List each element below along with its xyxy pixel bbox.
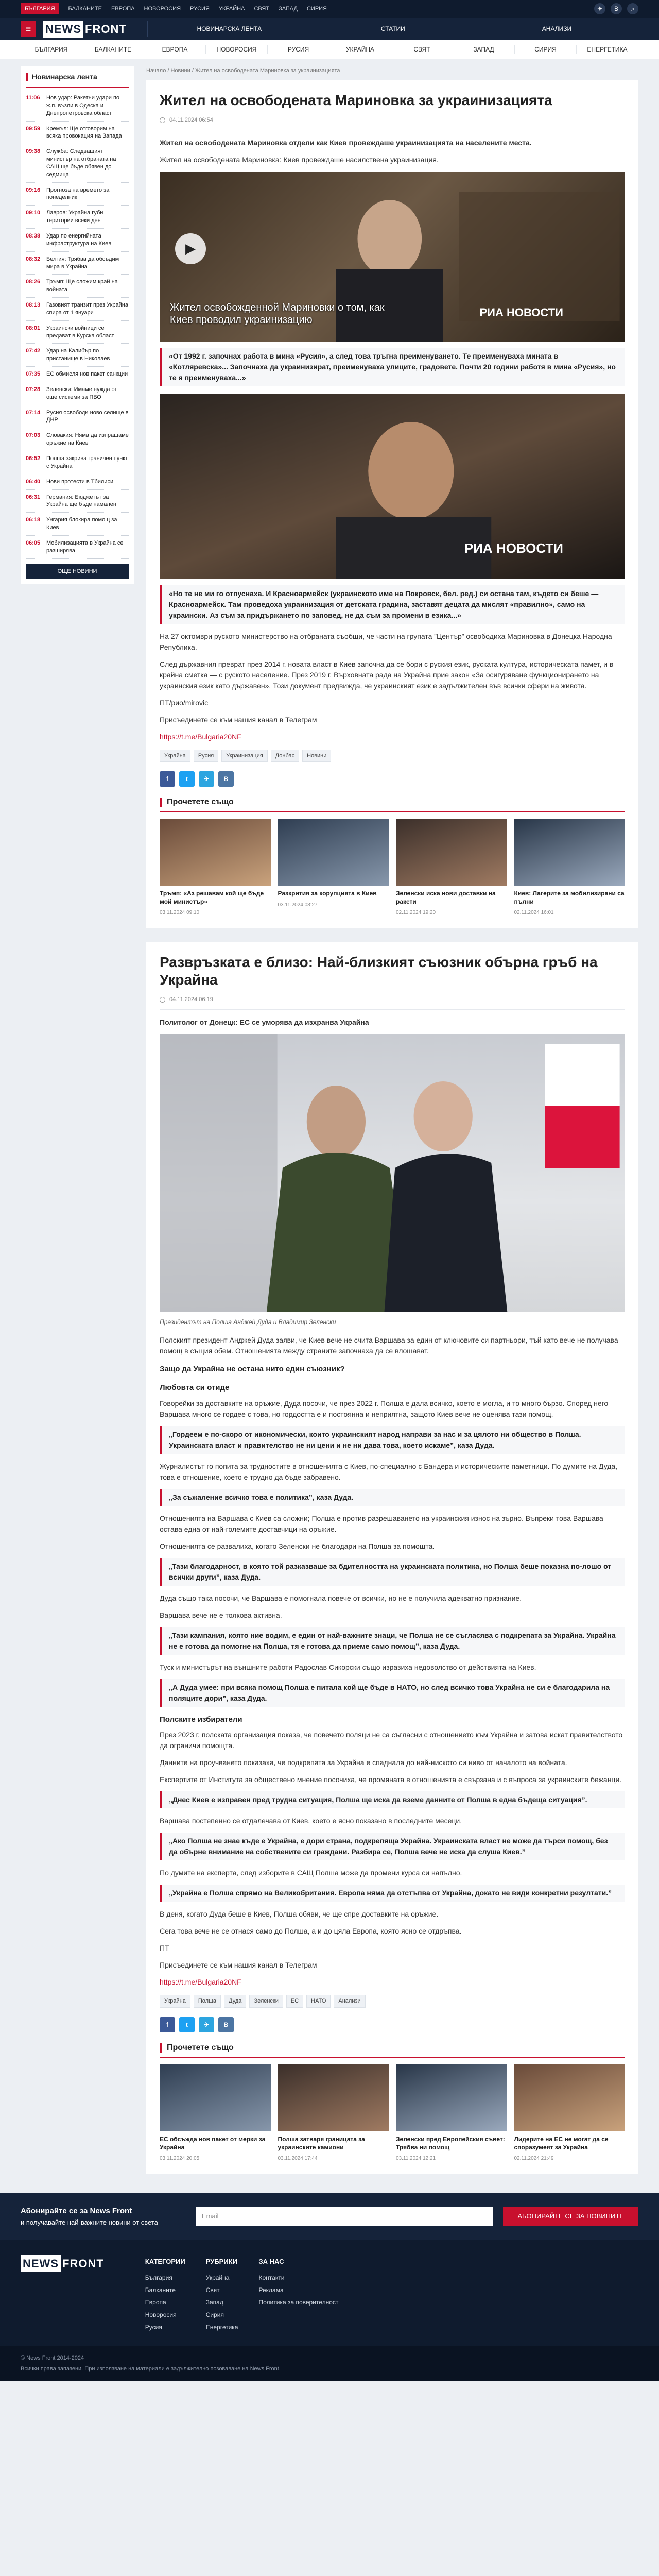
- feed-text: Служба: Следващият министър на отбраната на САЩ ще бъде обявен до седмица: [46, 148, 116, 178]
- category-link[interactable]: НОВОРОСИЯ: [206, 45, 268, 54]
- language-item[interactable]: РУСИЯ: [190, 5, 210, 12]
- tag[interactable]: Дуда: [224, 1995, 246, 2008]
- feed-item[interactable]: [26, 252, 129, 275]
- article-paragraph: Говорейки за доставките на оръжие, Дуда посочи, че през 2022 г. Полша е дала всичко, което е могла, и то много бързо. Според него Варшава много се гордее с това, но гордостта е и постоянна и неприятна, защото Киев вече не оценява тази помощ.: [160, 1399, 609, 1418]
- card-title: Разкрития за корупцията в Киев: [278, 890, 377, 897]
- subscribe-title: Абонирайте се за News Front: [21, 2207, 132, 2216]
- feed-time: 07:03: [26, 432, 41, 439]
- tag[interactable]: НАТО: [306, 1995, 331, 2008]
- feed-item[interactable]: [26, 536, 129, 559]
- card-title: Полша затваря границата за украинските камиони: [278, 2135, 365, 2151]
- feed-item[interactable]: [26, 451, 129, 474]
- footer: [0, 2240, 659, 2346]
- read-also-title: Прочетете също: [160, 796, 625, 812]
- tags: [160, 1995, 625, 2008]
- article-lead: Политолог от Донецк: ЕС се уморява да изхранва Украйна: [160, 1018, 369, 1026]
- article-meta: 04.11.2024 06:19: [160, 995, 625, 1010]
- card-date: 03.11.2024 12:21: [396, 2156, 436, 2162]
- language-item[interactable]: СВЯТ: [254, 5, 270, 12]
- category-link[interactable]: СВЯТ: [391, 45, 453, 54]
- article-paragraph: В деня, когато Дуда беше в Киев, Полша обяви, че ще спре доставките на оръжие.: [160, 1910, 439, 1919]
- footer-link[interactable]: Украйна: [205, 2274, 230, 2282]
- feed-time: 07:14: [26, 409, 41, 416]
- article-image: [160, 394, 625, 579]
- breadcrumb: Начало / Новини / Жител на освободената Мариновка за украинизацията: [146, 67, 340, 74]
- article-paragraph: Отношенията се развалиха, когато Зеленски не благодари на Полша за помощта.: [160, 1541, 435, 1550]
- article-image: [160, 1034, 625, 1312]
- feed-time: 06:52: [26, 455, 41, 462]
- article-paragraph: По думите на експерта, след изборите в САЩ Полша може да промени курса си напълно.: [160, 1869, 462, 1877]
- footer-column: РУБРИКИ Украйна Свят Запад Сирия Енергетика: [206, 2255, 238, 2333]
- card-thumbnail: [514, 2064, 626, 2131]
- twitter-icon[interactable]: t: [179, 771, 195, 787]
- feed-text: Унгария блокира помощ за Киев: [46, 517, 117, 531]
- telegram-link[interactable]: https://t.me/Bulgaria20NF: [160, 1978, 241, 1987]
- nav-item[interactable]: СТАТИИ: [311, 21, 475, 37]
- card-thumbnail: [514, 819, 626, 886]
- related-card[interactable]: [160, 819, 271, 917]
- ria-logo: РИА НОВОСТИ: [464, 540, 563, 556]
- language-switcher: [21, 3, 327, 15]
- article-paragraph: Варшава вече не е толкова активна.: [160, 1611, 282, 1619]
- card-date: 03.11.2024 09:10: [160, 910, 200, 916]
- card-thumbnail: [278, 2064, 389, 2131]
- category-link[interactable]: ЗАПАД: [453, 45, 515, 54]
- article-paragraph: Туск и министърът на външните работи Радослав Сикорски също изразиха недоволство от действията на Киев.: [160, 1663, 536, 1671]
- feed-text: Тръмп: Ще сложим край на войната: [46, 279, 118, 293]
- footer-link[interactable]: Европа: [145, 2299, 166, 2307]
- language-item[interactable]: ЕВРОПА: [111, 5, 135, 12]
- clock-icon: [160, 997, 165, 1003]
- facebook-icon[interactable]: f: [160, 2017, 175, 2032]
- category-link[interactable]: БАЛКАНИТЕ: [82, 45, 144, 54]
- feed-time: 08:32: [26, 256, 41, 262]
- article-title: Жител на освободената Мариновка за украинизацията: [160, 92, 552, 108]
- category-link[interactable]: РУСИЯ: [268, 45, 330, 54]
- article-2: [146, 942, 638, 2174]
- tag[interactable]: Донбас: [271, 750, 299, 762]
- feed-item[interactable]: [26, 405, 129, 429]
- read-also-title: Прочетете също: [160, 2042, 625, 2058]
- article-paragraph: Сега това вече не се отнася само до Полша, а и до цяла Европа, която ясно се отдръпва.: [160, 1927, 462, 1936]
- article-paragraph: Дуда също така посочи, че Варшава е помогнала повече от всички, но не е получила адекватно признание.: [160, 1594, 522, 1602]
- feed-time: 08:38: [26, 232, 41, 239]
- card-title: Тръмп: «Аз решавам кой ще бъде мой министър»: [160, 890, 264, 905]
- feed-item[interactable]: [26, 275, 129, 298]
- feed-text: Зеленски: Имаме нужда от още системи за ПВО: [46, 386, 117, 400]
- card-title: Зеленски пред Европейския съвет: Трябва ни помощ: [396, 2135, 505, 2151]
- related-cards: [160, 2064, 625, 2162]
- card-title: ЕС обсъжда нов пакет от мерки за Украйна: [160, 2135, 266, 2151]
- card-thumbnail: [160, 819, 271, 886]
- subscribe-button[interactable]: АБОНИРАЙТЕ СЕ ЗА НОВИНИТЕ: [503, 2207, 638, 2226]
- tag[interactable]: Зеленски: [249, 1995, 283, 2008]
- footer-link[interactable]: България: [145, 2274, 172, 2282]
- telegram-icon[interactable]: ✈: [199, 771, 214, 787]
- subscribe-text: и получавайте най-важните новини от света: [21, 2218, 158, 2226]
- feed-text: Мобилизацията в Украйна се разширява: [46, 539, 124, 554]
- article-lead: Жител на освободената Мариновка отдели как Киев провеждаше украинизацията на населените места.: [160, 138, 532, 147]
- quote: „Украйна е Полша спрямо на Великобритания. Европа няма да отстъпва от Украйна, докато не види конкретни резултати.”: [160, 1885, 625, 1902]
- footer-column: ЗА НАС Контакти Реклама Политика за поверителност: [259, 2255, 339, 2333]
- quote: «От 1992 г. започнах работа в мина «Русия», а след това тръгна преименуването. Те преименуваха мината в «Котляревска»... Започнаха да украинизират, преименуваха улиците, градовете. Почти 20 години работя в мина «Русия», но те я преименуваха...»: [160, 348, 625, 386]
- telegram-link[interactable]: https://t.me/Bulgaria20NF: [160, 732, 241, 741]
- related-card[interactable]: [278, 819, 389, 917]
- feed-item[interactable]: [26, 367, 129, 382]
- language-item[interactable]: БЪЛГАРИЯ: [21, 3, 59, 15]
- video-caption: Жител освобожденной Мариновки о том, как Киев проводил украинизацию: [170, 301, 385, 326]
- language-item[interactable]: НОВОРОСИЯ: [144, 5, 181, 12]
- tag[interactable]: Анализи: [334, 1995, 365, 2008]
- footer-link[interactable]: Политика за поверителност: [258, 2299, 339, 2307]
- card-thumbnail: [396, 2064, 507, 2131]
- related-card[interactable]: [396, 819, 507, 917]
- footer-link[interactable]: Свят: [205, 2286, 220, 2294]
- tag[interactable]: Полша: [194, 1995, 221, 2008]
- feed-time: 06:18: [26, 517, 41, 523]
- nav-item[interactable]: АНАЛИЗИ: [475, 21, 638, 37]
- related-card[interactable]: [396, 2064, 507, 2162]
- footer-link[interactable]: Контакти: [258, 2274, 285, 2282]
- feed-time: 08:01: [26, 325, 41, 331]
- tags: [160, 750, 625, 762]
- facebook-icon[interactable]: f: [160, 771, 175, 787]
- article-paragraph: Експертите от Института за обществено мнение посочиха, че промяната в отношенията е свързана и с въпроса за украинските бежанци.: [160, 1775, 622, 1784]
- feed-time: 11:06: [26, 95, 40, 101]
- feed-time: 06:31: [26, 494, 41, 500]
- card-date: 03.11.2024 20:05: [160, 2156, 200, 2162]
- quote: „Гордеем е по-скоро от икономически, които украинският народ направи за нас и за цялото ни общество в Полша. Украинската власт и правителство не ни цени и не ни дава това, което искаме”, каза Дуда.: [160, 1426, 625, 1454]
- category-link[interactable]: СИРИЯ: [515, 45, 577, 54]
- card-date: 02.11.2024 16:01: [514, 910, 554, 916]
- twitter-icon[interactable]: t: [179, 2017, 195, 2032]
- feed-time: 09:59: [26, 125, 41, 132]
- feed-text: Полша закрива граничен пункт с Украйна: [46, 455, 128, 469]
- tag[interactable]: ЕС: [286, 1995, 303, 2008]
- language-item[interactable]: БАЛКАНИТЕ: [68, 5, 102, 12]
- copyright: © News Front 2014-2024 Всички права запазени. При използване на материали е задължително позоваване на News Front.: [0, 2346, 659, 2381]
- article-paragraph: Отношенията на Варшава с Киев са сложни; Полша е против разрешаването на украинския износ на зърно. Въпреки това Варшава остава една от най-големите доставчици на оръжие.: [160, 1514, 603, 1533]
- footer-link[interactable]: Енергетика: [205, 2324, 238, 2331]
- top-bar: [0, 0, 659, 18]
- card-date: 02.11.2024 21:49: [514, 2156, 554, 2162]
- card-title: Лидерите на ЕС не могат да се споразумеят за Украйна: [514, 2135, 609, 2151]
- feed-item[interactable]: [26, 122, 129, 145]
- clock-icon: [160, 117, 165, 123]
- footer-column: КАТЕГОРИИ България Балканите Европа Новоросия Русия: [145, 2255, 185, 2333]
- telegram-icon[interactable]: ✈: [594, 3, 605, 14]
- feed-item[interactable]: [26, 298, 129, 321]
- feed-text: Украински войници се предават в Курска област: [46, 325, 114, 339]
- news-feed-sidebar: [21, 66, 134, 2188]
- language-item[interactable]: ЗАПАД: [279, 5, 298, 12]
- image-caption: Президентът на Полша Анджей Дуда и Владимир Зеленски: [160, 1318, 336, 1326]
- article-paragraph: Присъединете се към нашия канал в Телеграм: [160, 1961, 317, 1970]
- feed-text: Кремъл: Ще отговорим на всяка провокация на Запада: [46, 125, 122, 140]
- feed-item[interactable]: [26, 144, 129, 182]
- quote: „Тази благодарност, в която той разказваше за бдителността на украинската политика, но Полша беше показна по-лошо от всички други”, каза Дуда.: [160, 1558, 625, 1586]
- language-item[interactable]: УКРАЙНА: [218, 5, 245, 12]
- quote: „Ако Полша не знае къде е Украйна, е дори страна, подкрепяща Украйна. Украинската власт не може да търси помощ, без да обърне внимание на собствените си граждани. Разбира се, Полша вече не иска да слуша Киев.”: [160, 1833, 625, 1860]
- feed-item[interactable]: [26, 229, 129, 252]
- feed-text: Белгия: Трябва да обсъдим мира в Украйна: [46, 256, 119, 270]
- quote: „За съжаление всичко това е политика”, каза Дуда.: [160, 1489, 625, 1506]
- card-date: 02.11.2024 19:20: [396, 910, 436, 916]
- footer-logo[interactable]: NEWS FRONT: [21, 2255, 104, 2272]
- footer-link[interactable]: Балканите: [145, 2286, 176, 2294]
- related-card[interactable]: [514, 819, 626, 917]
- article-paragraph: Данните на проучването показаха, че подкрепата за Украйна е спаднала до най-ниското си ниво от началото на войната.: [160, 1758, 567, 1767]
- more-news-button[interactable]: ОЩЕ НОВИНИ: [26, 564, 129, 579]
- article-paragraph: ПТ/рио/mirovic: [160, 698, 209, 707]
- feed-time: 09:16: [26, 187, 41, 193]
- feed-text: Русия освободи ново селище в ДНР: [46, 409, 129, 423]
- footer-link[interactable]: Новоросия: [145, 2311, 177, 2319]
- tag[interactable]: Украйна: [160, 1995, 190, 2008]
- article-paragraph: ПТ: [160, 1944, 169, 1953]
- share-buttons: [160, 2017, 625, 2032]
- related-card[interactable]: [514, 2064, 626, 2162]
- feed-time: 09:10: [26, 210, 41, 216]
- feed-time: 09:38: [26, 148, 41, 155]
- article-paragraph: Полският президент Анджей Дуда заяви, че Киев вече не счита Варшава за един от ключовите си партньори, тъй като вече не получава помощ в същия обем. Отношенията между страните започнаха да се влошават.: [160, 1335, 618, 1355]
- feed-time: 06:05: [26, 539, 41, 546]
- article-paragraph: Жител на освободената Мариновка: Киев провеждаше насилствена украинизация.: [160, 155, 439, 164]
- quote: „Тази кампания, която ние водим, е един от най-важните знаци, че Полша не се съгласява с подкрепата за Украйна. Украйна не е готова да помогне на Полша, тя е готова да приеме само помощ”, каза Дуда.: [160, 1627, 625, 1655]
- article-paragraph: Журналистът го попита за трудностите в отношенията с Киев, по-специално с Бандера и историческите паметници. По думите на Дуда, това е отношение, което е трудно да бъде забравено.: [160, 1462, 618, 1481]
- feed-text: Нов удар: Ракетни удари по ж.п. възли в Одеска и Днепропетровска област: [46, 95, 120, 116]
- telegram-icon[interactable]: ✈: [199, 2017, 214, 2032]
- card-thumbnail: [160, 2064, 271, 2131]
- category-nav: [0, 40, 659, 59]
- email-field[interactable]: Email: [196, 2207, 493, 2226]
- feed-time: 06:40: [26, 478, 41, 485]
- play-icon[interactable]: ▶: [175, 233, 206, 264]
- section-heading: Полските избиратели: [160, 1715, 242, 1724]
- section-heading: Любовта си отиде: [160, 1383, 230, 1393]
- tag[interactable]: Русия: [194, 750, 218, 762]
- feed-title: Новинарска лента: [26, 72, 129, 88]
- feed-time: 07:28: [26, 386, 41, 393]
- feed-item[interactable]: [26, 321, 129, 344]
- feed-item[interactable]: [26, 513, 129, 536]
- feed-item[interactable]: [26, 183, 129, 206]
- article-paragraph: След държавния преврат през 2014 г. новата власт в Киев започна да се бори с руския език, руската култура, историческата памет, и в крайна сметка — с руското население. През 2019 г. Върховната рада на Украйна прие закон «За осигуряване функционирането на украинския език като държавен». Този документ предвижда, че украинският език е задължителен във всички сфери на живота.: [160, 659, 614, 690]
- article-paragraph: На 27 октомври руското министерство на отбраната съобщи, че части на групата ”Център” освободиха Мариновка в Донецка Народна Република.: [160, 632, 612, 651]
- footer-link[interactable]: Сирия: [205, 2311, 224, 2319]
- tag[interactable]: Новини: [302, 750, 331, 762]
- vk-icon[interactable]: B: [611, 3, 622, 14]
- feed-time: 07:42: [26, 348, 41, 354]
- feed-item[interactable]: [26, 91, 129, 122]
- related-card[interactable]: [160, 2064, 271, 2162]
- feed-text: Газовият транзит през Украйна спира от 1 януари: [46, 302, 128, 316]
- footer-link[interactable]: Реклама: [258, 2286, 284, 2294]
- feed-text: Германия: Бюджетът за Украйна ще бъде намален: [46, 494, 116, 508]
- category-link[interactable]: ЕНЕРГЕТИКА: [577, 45, 638, 54]
- feed-text: Прогноза на времето за понеделник: [46, 187, 110, 201]
- card-thumbnail: [396, 819, 507, 886]
- category-link[interactable]: УКРАЙНА: [330, 45, 391, 54]
- feed-text: Нови протести в Тбилиси: [46, 478, 114, 485]
- related-card[interactable]: [278, 2064, 389, 2162]
- feed-item[interactable]: [26, 382, 129, 405]
- card-title: Киев: Лагерите за мобилизирани са пълни: [514, 890, 625, 905]
- tag[interactable]: Украйна: [160, 750, 190, 762]
- share-buttons: [160, 771, 625, 787]
- category-link[interactable]: БЪЛГАРИЯ: [21, 45, 82, 54]
- tag[interactable]: Украинизация: [221, 750, 267, 762]
- language-item[interactable]: СИРИЯ: [306, 5, 327, 12]
- article-title: Развръзката е близо: Най-близкият съюзник обърна гръб на Украйна: [160, 954, 598, 988]
- feed-item[interactable]: [26, 344, 129, 367]
- feed-item[interactable]: [26, 474, 129, 490]
- feed-text: Словакия: Няма да изпращаме оръжие на Киев: [46, 432, 129, 447]
- feed-time: 08:26: [26, 279, 41, 285]
- search-icon[interactable]: ⌕: [627, 3, 638, 14]
- feed-item[interactable]: [26, 490, 129, 513]
- card-date: 03.11.2024 17:44: [278, 2156, 318, 2162]
- video-player[interactable]: [160, 172, 625, 342]
- nav-item[interactable]: НОВИНАРСКА ЛЕНТА: [147, 21, 311, 37]
- footer-link[interactable]: Запад: [205, 2299, 223, 2307]
- ria-logo: РИА НОВОСТИ: [479, 306, 563, 319]
- quote: „Днес Киев е изправен пред трудна ситуация, Полша ще иска да вземе данните от Полша в една бъдеща ситуация”.: [160, 1791, 625, 1808]
- feed-item[interactable]: [26, 428, 129, 451]
- feed-text: Удар по енергийната инфраструктура на Киев: [46, 232, 112, 247]
- card-date: 03.11.2024 08:27: [278, 902, 318, 908]
- article-1: [146, 80, 638, 928]
- article-paragraph: През 2023 г. полската организация показа, че повечето поляци не са съгласни с отношението към Украйна и затова искат правителството да ограничи помощта.: [160, 1731, 623, 1750]
- main-nav: [147, 21, 638, 37]
- feed-time: 07:35: [26, 371, 41, 378]
- section-heading: Защо да Украйна не остана нито един съюзник?: [160, 1364, 345, 1374]
- logo[interactable]: NEWS FRONT: [43, 21, 127, 38]
- quote: «Но те не ми го отпуснаха. И Красноармейск (украинското име на Покровск, бел. ред.) си остана там, където си беше — Красноармейск. Там проведоха украинизация от детската градина, заставят децата да мислят «правилно», само на украински. Аз съм за придържането по заповед, не да съм за промени в езика...»: [160, 585, 625, 624]
- related-cards: [160, 819, 625, 917]
- quote: „А Дуда умее: при всяка помощ Полша е питала кой ще бъде в НАТО, но след всичко това Украйна не си е благодарила на поляците дори”, каза Дуда.: [160, 1679, 625, 1707]
- feed-item[interactable]: [26, 206, 129, 229]
- article-paragraph: Присъединете се към нашия канал в Телеграм: [160, 715, 317, 724]
- menu-icon[interactable]: ≡: [21, 21, 36, 37]
- feed-text: Удар на Калибър по пристанище в Николаев: [46, 348, 110, 362]
- article-meta: 04.11.2024 06:54: [160, 116, 625, 130]
- footer-link[interactable]: Русия: [145, 2324, 162, 2331]
- card-thumbnail: [278, 819, 389, 886]
- feed-text: Лавров: Украйна губи територии всеки ден: [46, 210, 103, 224]
- feed-text: ЕС обмисля нов пакет санкции: [46, 371, 128, 378]
- vk-icon[interactable]: B: [218, 771, 234, 787]
- vk-icon[interactable]: B: [218, 2017, 234, 2032]
- main-content: [146, 66, 638, 2188]
- feed-time: 08:13: [26, 302, 41, 309]
- card-title: Зеленски иска нови доставки на ракети: [396, 890, 496, 905]
- article-paragraph: Варшава постепенно се отдалечава от Киев, което е ясно показано в последните месеци.: [160, 1817, 462, 1825]
- main-nav-bar: [0, 18, 659, 40]
- subscribe-bar: [0, 2193, 659, 2240]
- category-link[interactable]: ЕВРОПА: [144, 45, 206, 54]
